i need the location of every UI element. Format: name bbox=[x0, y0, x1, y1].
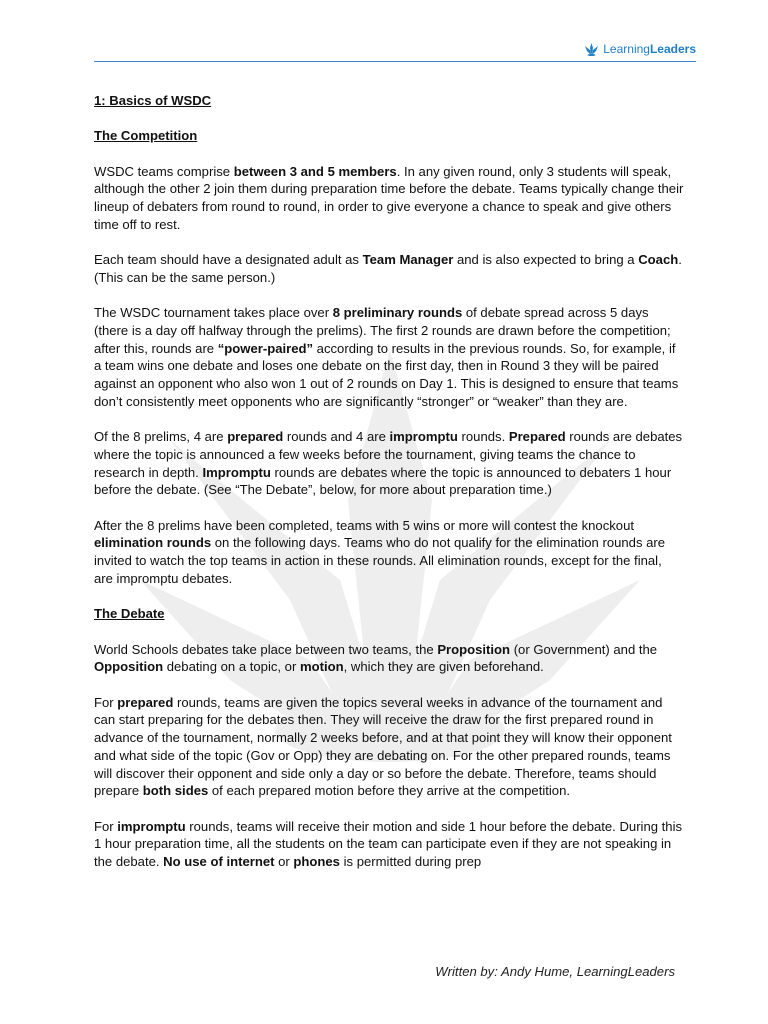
paragraph-prepared-rounds: For prepared rounds, teams are given the topics several weeks in advance of the tournament and can start preparing for the debates then. They will receive the draw for the first prepared round in advance of the tournament, normally 2 weeks before, and at that point they will know their opponent and what side of the topic (Gov or Opp) they are debating on. For the other prepared rounds, teams will discover their opponent and side only a day or so before the debate. Therefore, teams should prepare both sides of each prepared motion before they arrive at the competition. bbox=[94, 694, 672, 799]
footer-credit: Written by: Andy Hume, LearningLeaders bbox=[435, 964, 675, 979]
logo-text: LearningLeaders bbox=[603, 42, 696, 56]
paragraph-teams: World Schools debates take place between two teams, the Proposition (or Government) and the Opposition debating on a topic, or motion, which they are given beforehand. bbox=[94, 641, 658, 675]
paragraph-team-size: WSDC teams comprise between 3 and 5 members. In any given round, only 3 students will speak, although the other 2 join them during preparation time before the debate. Teams typically change their lineup of debaters from round to round, in order to give everyone a chance to speak and give others time off to rest. bbox=[94, 163, 684, 232]
section-title-basics: 1: Basics of WSDC bbox=[94, 93, 212, 108]
section-title-debate: The Debate bbox=[94, 606, 165, 622]
paragraph-preliminary-rounds: The WSDC tournament takes place over 8 preliminary rounds of debate spread across 5 days (there is a day off halfway through the prelims). The first 2 rounds are drawn before the competition; after this, rounds are “power-paired” according to results in the previous rounds. So, for example, if a team wins one debate and loses one debate on the first day, then in Round 3 they will be paired against an opponent who also won 1 out of 2 rounds on Day 1. This is designed to ensure that teams don’t consistently meet opponents who are significantly “stronger” or “weaker” than they are. bbox=[94, 305, 679, 409]
paragraph-team-manager: Each team should have a designated adult as Team Manager and is also expected to bring a Coach. (This can be the same person.) bbox=[94, 252, 682, 285]
paragraph-prepared-impromptu: Of the 8 prelims, 4 are prepared rounds and 4 are impromptu rounds. Prepared rounds are debates where the topic is announced a few weeks before the tournament, giving teams the chance to research in depth. Impromptu rounds are debates where the topic is announced to debaters 1 hour before the debate. (See “The Debate”, below, for more about preparation time.) bbox=[94, 429, 683, 498]
document-body bbox=[94, 92, 684, 888]
learningleaders-logo-icon bbox=[584, 43, 599, 56]
paragraph-impromptu-rounds: For impromptu rounds, teams will receive their motion and side 1 hour before the debate. During this 1 hour preparation time, all the students on the team can participate even if they are not speaking in the debate. No use of internet or phones is permitted during prep bbox=[94, 818, 683, 870]
header-divider bbox=[94, 61, 696, 62]
learningleaders-logo bbox=[584, 42, 696, 56]
section-title-competition: The Competition bbox=[94, 128, 198, 144]
paragraph-elimination-rounds: After the 8 prelims have been completed, teams with 5 wins or more will contest the knockout elimination rounds on the following days. Teams who do not qualify for the elimination rounds are invited to watch the top teams in action in these rounds. All elimination rounds, except for the final, are impromptu debates. bbox=[94, 517, 666, 586]
